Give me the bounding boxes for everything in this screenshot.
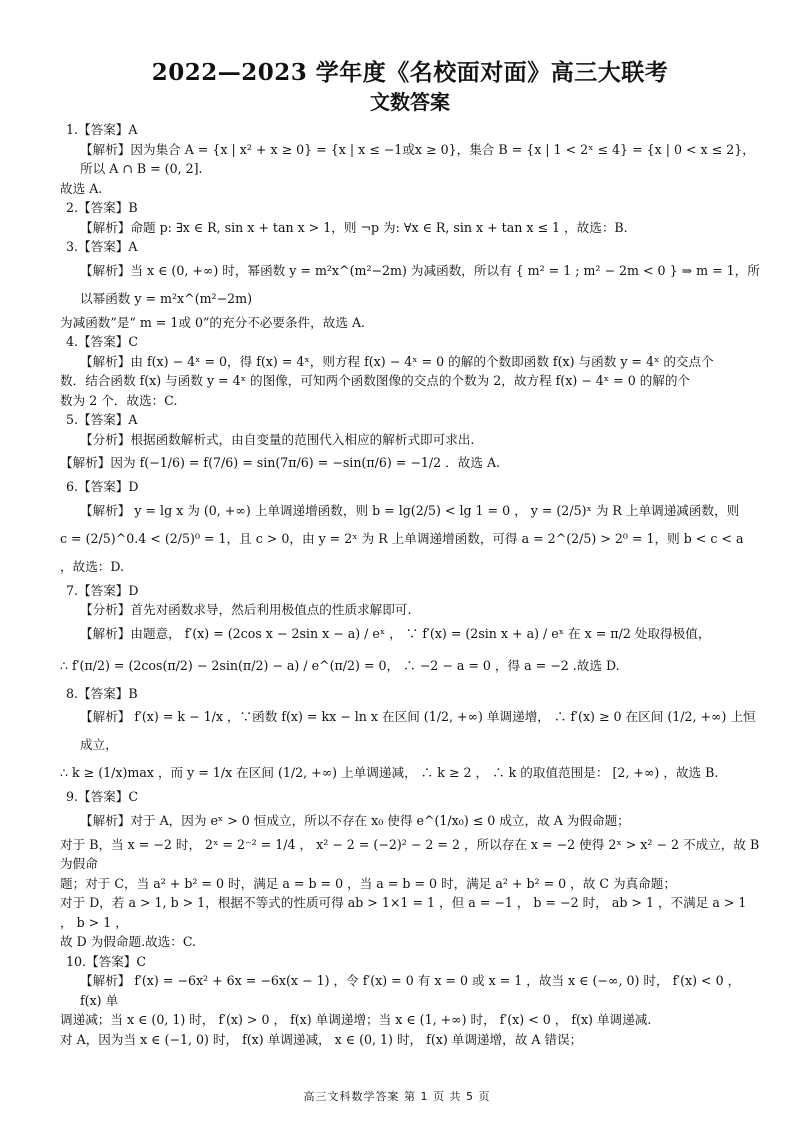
- question-3: [60, 237, 760, 332]
- solution-line: 【解析】由 f(x) − 4ˣ = 0，得 f(x) = 4ˣ，则方程 f(x) − 4ˣ = 0 的解的个数即函数 f(x) 与函数 y = 4ˣ 的交点个: [80, 353, 714, 369]
- document-subtitle: 文数答案: [370, 90, 450, 114]
- question-5: [60, 410, 760, 477]
- solution-line: 【解析】命题 p: ∃x ∈ R, sin x + tan x > 1，则 ¬p 为: ∀x ∈ R, sin x + tan x ≤ 1 ，故选：B.: [80, 219, 628, 235]
- solution-line: 【解析】由题意， f′(x) = (2cos x − 2sin x − a) / eˣ ， ∵ f′(x) = (2sin x + a) / eˣ 在 x = π/2 处取得极值，: [80, 625, 711, 641]
- solution-line: 为减函数”是“ m = 1或 0”的充分不必要条件，故选 A.: [60, 314, 366, 330]
- answer-label: 6.【答案】D: [66, 479, 139, 494]
- answers-content: [60, 120, 760, 1049]
- solution-line: 【解析】对于 A，因为 eˣ > 0 恒成立，所以不存在 x₀ 使得 e^(1/x₀) ≤ 0 成立，故 A 为假命题；: [80, 812, 630, 828]
- solution-line: 对 A，因为当 x ∈ (−1, 0) 时， f(x) 单调递减， x ∈ (0, 1) 时， f(x) 单调递增，故 A 错误；: [60, 1031, 583, 1047]
- solution-line: 【解析】 f′(x) = −6x² + 6x = −6x(x − 1) ，令 f′(x) = 0 有 x = 0 或 x = 1 ，故当 x ∈ (−∞, 0) 时， f′(x) < 0 ， f(x) 单: [80, 973, 741, 1008]
- solution-line: 【解析】 y = lg x 为 (0, +∞) 上单调递增函数，则 b = lg(2/5) < lg 1 = 0 ， y = (2/5)ˣ 为 R 上单调递减函数，则: [80, 502, 740, 518]
- solution-line: c = (2/5)^0.4 < (2/5)⁰ = 1，且 c > 0，由 y = 2ˣ 为 R 上单调递增函数，可得 a = 2^(2/5) > 2⁰ = 1，则 b < c < a ，故选：D.: [60, 530, 744, 574]
- question-8: [60, 684, 760, 788]
- analysis-line: 【分析】根据函数解析式，由自变量的范围代入相应的解析式即可求出.: [80, 431, 475, 447]
- solution-line: 故 D 为假命题.故选：C.: [60, 934, 197, 949]
- solution-line: 【解析】因为 f(−1/6) = f(7/6) = sin(7π/6) = −sin(π/6) = −1/2 ．故选 A.: [60, 455, 501, 470]
- page-footer: 高三文科数学答案 第 1 页 共 5 页: [303, 1090, 491, 1103]
- answer-label: 2.【答案】B: [66, 200, 138, 215]
- solution-line: 对于 D，若 a > 1, b > 1，根据不等式的性质可得 ab > 1×1 = 1 ，但 a = −1 ， b = −2 时， ab > 1 ，不满足 a > 1 ， b > 1 ，: [60, 895, 747, 930]
- answer-label: 3.【答案】A: [66, 239, 138, 254]
- answer-sheet-page: [60, 58, 760, 1049]
- solution-line: ∴ k ≥ (1/x)max ，而 y = 1/x 在区间 (1/2, +∞) 上单调递减， ∴ k ≥ 2 ， ∴ k 的取值范围是： [2, +∞) ，故选 B.: [60, 765, 719, 780]
- question-10: [60, 952, 760, 1050]
- answer-label: 10.【答案】C: [66, 953, 147, 969]
- solution-line: 【解析】 f′(x) = k − 1/x ，∵函数 f(x) = kx − ln x 在区间 (1/2, +∞) 单调递增， ∴ f′(x) ≥ 0 在区间 (1/2, +∞) 上恒成立，: [80, 709, 756, 752]
- solution-line: 【解析】因为集合 A = {x | x² + x ≥ 0} = {x | x ≤ −1或x ≥ 0}，集合 B = {x | 1 < 2ˣ ≤ 4} = {x | 0 < x ≤ 2}，所以 A ∩ B = (0, 2].: [80, 141, 755, 176]
- solution-line: 对于 B，当 x = −2 时， 2ˣ = 2⁻² = 1/4 ， x² − 2 = (−2)² − 2 = 2 ，所以存在 x = −2 使得 2ˣ > x² − 2 不成立，故 B 为假命: [60, 836, 760, 871]
- answer-label: 9.【答案】C: [66, 789, 139, 804]
- answer-label: 1.【答案】A: [66, 122, 138, 137]
- question-9: [60, 787, 760, 952]
- answer-label: 5.【答案】A: [66, 412, 138, 427]
- solution-line: 数为 2 个．故选：C.: [60, 392, 178, 408]
- question-1: [60, 120, 760, 198]
- solution-line: 数．结合函数 f(x) 与函数 y = 4ˣ 的图像，可知两个函数图像的交点的个数为 2，故方程 f(x) − 4ˣ = 0 的解的个: [60, 373, 691, 388]
- question-2: [60, 198, 760, 237]
- solution-line: 【解析】当 x ∈ (0, +∞) 时，幂函数 y = m²x^(m²−2m) 为减函数，所以有 { m² = 1 ; m² − 2m < 0 } ⇒ m = 1，所以幂函数 y = m²x^(m²−2m): [80, 262, 760, 306]
- solution-line: 故选 A.: [60, 180, 103, 196]
- question-6: [60, 477, 760, 581]
- document-title: 2022—2023 学年度《名校面对面》高三大联考: [151, 59, 669, 86]
- solution-line: 题；对于 C，当 a² + b² = 0 时，满足 a = b = 0 ，当 a = b = 0 时，满足 a² + b² = 0 ，故 C 为真命题；: [60, 875, 676, 891]
- answer-label: 4.【答案】C: [66, 334, 139, 349]
- answer-label: 8.【答案】B: [66, 685, 138, 701]
- analysis-line: 【分析】首先对函数求导，然后利用极值点的性质求解即可.: [80, 602, 412, 617]
- solution-line: 调递减；当 x ∈ (0, 1) 时， f′(x) > 0 ， f(x) 单调递增；当 x ∈ (1, +∞) 时， f′(x) < 0 ， f(x) 单调递减.: [60, 1012, 652, 1027]
- question-7: [60, 581, 760, 684]
- solution-line: ∴ f′(π/2) = (2cos(π/2) − 2sin(π/2) − a) / e^(π/2) = 0， ∴ −2 − a = 0 ，得 a = −2 .故选 D.: [60, 657, 620, 673]
- question-4: [60, 332, 760, 410]
- answer-label: 7.【答案】D: [66, 582, 139, 598]
